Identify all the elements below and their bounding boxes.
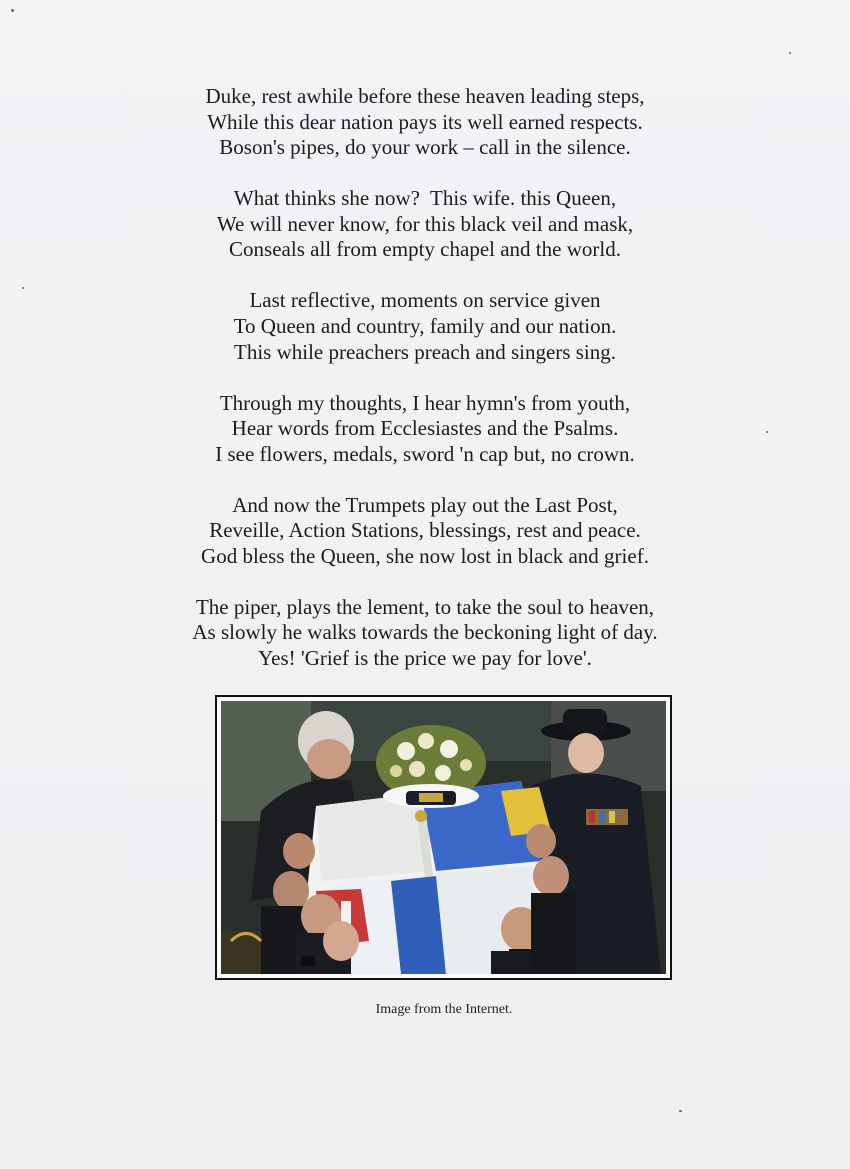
- poem-line: While this dear nation pays its well earned respects.: [207, 109, 643, 134]
- funeral-photo: [215, 695, 672, 980]
- poem: [0, 84, 850, 697]
- poem-line: I see flowers, medals, sword 'n cap but, no crown.: [215, 441, 635, 466]
- poem-line: This while preachers preach and singers sing.: [234, 339, 616, 364]
- poem-line: Reveille, Action Stations, blessings, rest and peace.: [209, 518, 641, 543]
- poem-line: We will never know, for this black veil and mask,: [216, 211, 634, 236]
- poem-line: As slowly he walks towards the beckoning light of day.: [192, 620, 658, 645]
- stanza-3: [0, 288, 850, 365]
- poem-line: The piper, plays the lement, to take the soul to heaven,: [195, 594, 655, 619]
- stanza-1: [0, 84, 850, 161]
- poem-line: What thinks she now? This wife. this Queen,: [233, 186, 617, 211]
- poem-line: Boson's pipes, do your work – call in the silence.: [219, 135, 631, 160]
- funeral-photo-illustration: [221, 701, 666, 974]
- poem-line: Yes! 'Grief is the price we pay for love'.: [258, 646, 592, 671]
- scan-speck: [11, 9, 14, 12]
- poem-line: Through my thoughts, I hear hymn's from youth,: [219, 390, 631, 415]
- stanza-4: [0, 391, 850, 468]
- poem-line: And now the Trumpets play out the Last Post,: [232, 492, 618, 517]
- poem-line: To Queen and country, family and our nation.: [233, 313, 617, 338]
- scan-speck: [679, 1110, 682, 1112]
- poem-line: God bless the Queen, she now lost in black and grief.: [201, 543, 649, 568]
- poem-line: Hear words from Ecclesiastes and the Psalms.: [231, 416, 619, 441]
- image-caption: Image from the Internet.: [375, 1002, 513, 1017]
- stanza-2: [0, 186, 850, 263]
- poem-line: Last reflective, moments on service given: [249, 288, 601, 313]
- scan-speck: [789, 52, 791, 54]
- poem-line: Duke, rest awhile before these heaven leading steps,: [205, 84, 645, 108]
- stanza-6: [0, 595, 850, 672]
- poem-line: Conseals all from empty chapel and the world.: [229, 237, 621, 262]
- stanza-5: [0, 493, 850, 570]
